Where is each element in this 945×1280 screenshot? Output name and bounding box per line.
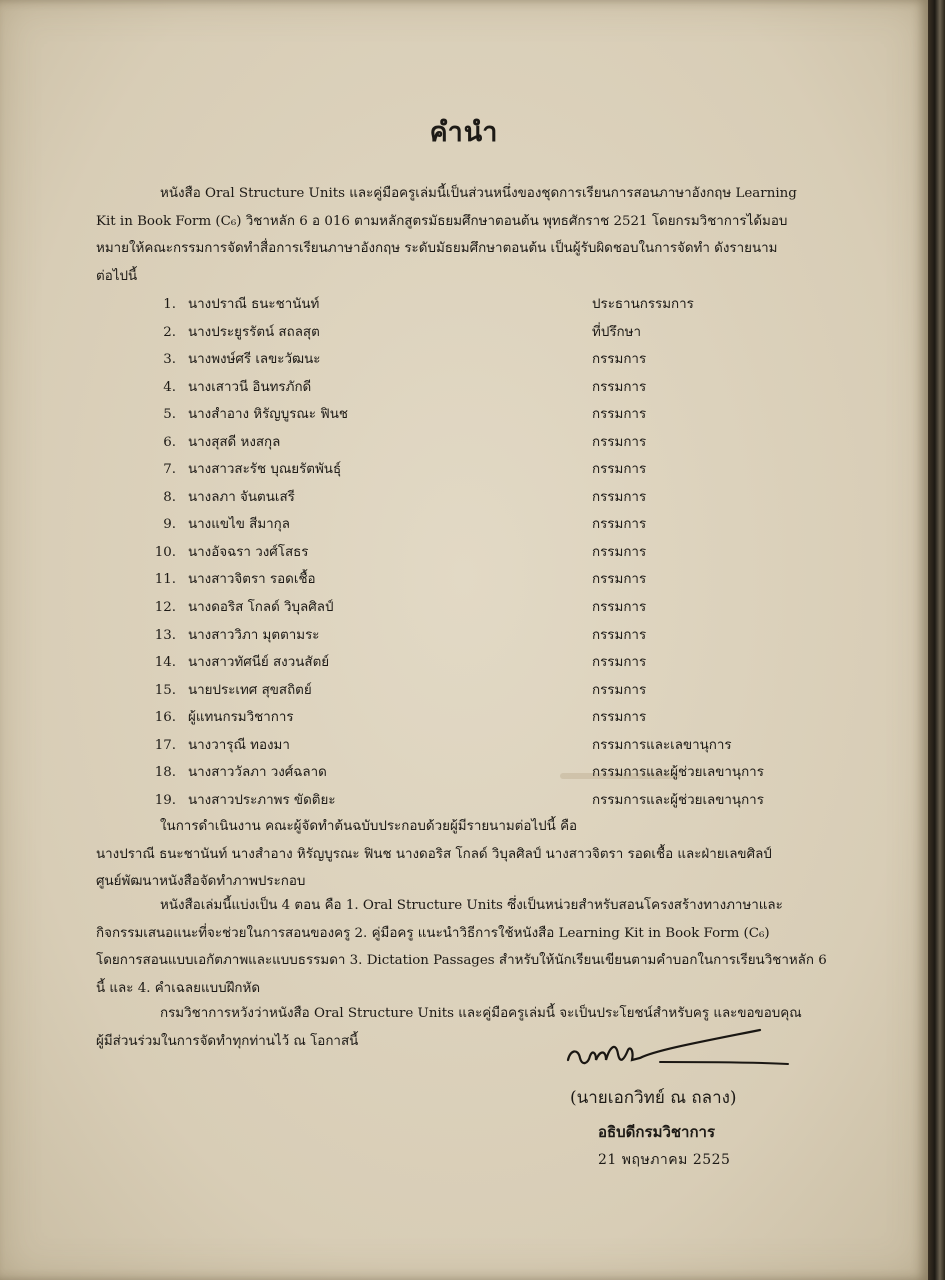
committee-row: [150, 484, 790, 512]
operation-line: ในการดำเนินงาน คณะผู้จัดทำต้นฉบับประกอบด้วยผู้มีรายนามต่อไปนี้ คือ: [160, 819, 578, 834]
member-role: กรรมการและเลขานุการ: [592, 737, 732, 753]
member-role: กรรมการ: [592, 627, 647, 643]
member-number: 17.: [154, 737, 176, 753]
member-name: นายประเทศ สุขสถิตย์: [188, 682, 312, 698]
member-number: 12.: [154, 600, 176, 616]
committee-row: [150, 346, 790, 374]
member-role: กรรมการ: [592, 600, 647, 616]
member-role: กรรมการ: [592, 572, 647, 588]
member-number: 6.: [163, 434, 176, 450]
intro-line: หมายให้คณะกรรมการจัดทำสื่อการเรียนภาษาอังกฤษ ระดับมัธยมศึกษาตอนต้น เป็นผู้รับผิดชอบในการจัดทำ ดังรายนาม: [96, 241, 778, 257]
closing-line: ผู้มีส่วนร่วมในการจัดทำทุกท่านไว้ ณ โอกาสนี้: [96, 1033, 359, 1049]
member-number: 7.: [163, 462, 176, 478]
committee-list: [150, 291, 790, 814]
member-role: กรรมการ: [592, 517, 647, 533]
committee-row: [150, 429, 790, 457]
member-name: นางปราณี ธนะชานันท์: [188, 297, 320, 312]
member-role: กรรมการ: [592, 352, 647, 368]
member-name: นางวารุณี ทองมา: [188, 737, 290, 753]
committee-row: [150, 704, 790, 732]
member-name: นางประยูรรัตน์ สถลสุต: [188, 324, 320, 340]
member-name: นางอัจฉรา วงศ์โสธร: [188, 544, 309, 560]
member-name: นางเสาวนี อินทรภักดี: [188, 379, 312, 395]
member-name: ผู้แทนกรมวิชาการ: [188, 710, 294, 726]
operation-paragraph: [96, 813, 772, 896]
member-role: กรรมการ: [592, 710, 647, 726]
member-number: 4.: [163, 379, 176, 395]
operation-line: ศูนย์พัฒนาหนังสือจัดทำภาพประกอบ: [96, 874, 306, 890]
member-role: กรรมการ: [592, 544, 647, 560]
committee-row: [150, 566, 790, 594]
operation-line: นางปราณี ธนะชานันท์ นางสำอาง หิรัญบูรณะ ฟินช นางดอริส โกลด์ วิบุลศิลป์ นางสาวจิตรา รอดเชื้อ และฝ่ายเลขศิลป์: [96, 846, 772, 862]
member-number: 18.: [154, 765, 176, 781]
contents-paragraph: [96, 892, 827, 1002]
member-number: 8.: [163, 489, 176, 505]
member-number: 11.: [154, 572, 176, 588]
member-name: นางลภา จันตนเสรี: [188, 489, 295, 505]
member-name: นางสำอาง หิรัญบูรณะ ฟินช: [188, 407, 348, 423]
signer-position: อธิบดีกรมวิชาการ: [598, 1123, 716, 1141]
member-number: 9.: [163, 517, 176, 533]
member-number: 13.: [154, 627, 176, 643]
member-number: 1.: [163, 297, 176, 312]
member-name: นางพงษ์ศรี เลขะวัฒนะ: [188, 352, 321, 368]
member-role: กรรมการ: [592, 407, 647, 423]
intro-line: หนังสือ Oral Structure Units และคู่มือครูเล่มนี้เป็นส่วนหนึ่งของชุดการเรียนการสอนภาษาอังกฤษ Learning: [160, 186, 797, 201]
member-name: นางดอริส โกลด์ วิบุลศิลป์: [188, 600, 334, 616]
committee-row: [150, 759, 790, 787]
contents-line: นี้ และ 4. คำเฉลยแบบฝึกหัด: [96, 980, 261, 996]
member-role: ประธานกรรมการ: [592, 297, 694, 312]
member-number: 14.: [154, 655, 176, 671]
committee-row: [150, 539, 790, 567]
committee-row: [150, 787, 790, 815]
page-title: คำนำ: [429, 117, 499, 148]
committee-row: [150, 622, 790, 650]
member-role: กรรมการ: [592, 462, 647, 478]
member-number: 10.: [154, 544, 176, 560]
intro-paragraph: [96, 180, 797, 290]
handwritten-signature: [560, 1020, 795, 1080]
committee-row: [150, 732, 790, 760]
member-name: นางสาวสะรัช บุณยรัตพันธุ์: [188, 462, 342, 478]
member-number: 5.: [163, 407, 176, 423]
intro-line: ต่อไปนี้: [96, 268, 138, 284]
committee-row: [150, 677, 790, 705]
member-name: นางสาวจิตรา รอดเชื้อ: [188, 572, 316, 588]
member-role: กรรมการและผู้ช่วยเลขานุการ: [592, 792, 764, 808]
member-number: 19.: [154, 792, 176, 808]
member-number: 3.: [163, 352, 176, 368]
page-binding-edge: [928, 0, 945, 1280]
member-number: 15.: [154, 682, 176, 698]
intro-line: Kit in Book Form (C₆) วิชาหลัก 6 อ 016 ตามหลักสูตรมัธยมศึกษาตอนต้น พุทธศักราช 2521 โดยกรมวิชาการได้มอบ: [96, 213, 788, 229]
member-role: กรรมการ: [592, 434, 647, 450]
member-name: นางสาววิภา มุตตามระ: [188, 627, 320, 643]
member-name: นางสาววัลภา วงศ์ฉลาด: [188, 765, 327, 781]
signature-date: 21 พฤษภาคม 2525: [598, 1152, 731, 1168]
member-role: กรรมการและผู้ช่วยเลขานุการ: [592, 765, 764, 781]
member-name: นางสาวประภาพร ขัดติยะ: [188, 792, 336, 808]
member-role: กรรมการ: [592, 489, 647, 505]
committee-row: [150, 319, 790, 347]
contents-line: หนังสือเล่มนี้แบ่งเป็น 4 ตอน คือ 1. Oral Structure Units ซึ่งเป็นหน่วยสำหรับสอนโครงสร้างทางภาษาและ: [160, 898, 783, 913]
signer-name: (นายเอกวิทย์ ณ ถลาง): [570, 1088, 737, 1108]
contents-line: โดยการสอนแบบเอกัตภาพและแบบธรรมดา 3. Dictation Passages สำหรับให้นักเรียนเขียนตามคำบอกในการเรียนวิชาหลัก 6: [96, 953, 827, 969]
committee-row: [150, 401, 790, 429]
member-name: นางสาวทัศนีย์ สงวนสัตย์: [188, 655, 330, 671]
committee-row: [150, 511, 790, 539]
member-name: นางสุสดี หงสกุล: [188, 434, 281, 450]
member-role: ที่ปรึกษา: [592, 324, 641, 340]
closing-line: กรมวิชาการหวังว่าหนังสือ Oral Structure Units และคู่มือครูเล่มนี้ จะเป็นประโยชน์สำหรับครู และขอขอบคุณ: [160, 1006, 802, 1021]
member-role: กรรมการ: [592, 655, 647, 671]
committee-row: [150, 456, 790, 484]
contents-line: กิจกรรมเสนอแนะที่จะช่วยในการสอนของครู 2. คู่มือครู แนะนำวิธีการใช้หนังสือ Learning Kit in Book Form (C₆): [96, 925, 770, 941]
member-role: กรรมการ: [592, 682, 647, 698]
committee-row: [150, 594, 790, 622]
member-number: 16.: [154, 710, 176, 726]
committee-row: [150, 649, 790, 677]
member-number: 2.: [163, 324, 176, 340]
member-role: กรรมการ: [592, 379, 647, 395]
committee-row: [150, 374, 790, 402]
committee-row: [150, 291, 790, 319]
member-name: นางแขไข สีมากุล: [188, 517, 290, 533]
